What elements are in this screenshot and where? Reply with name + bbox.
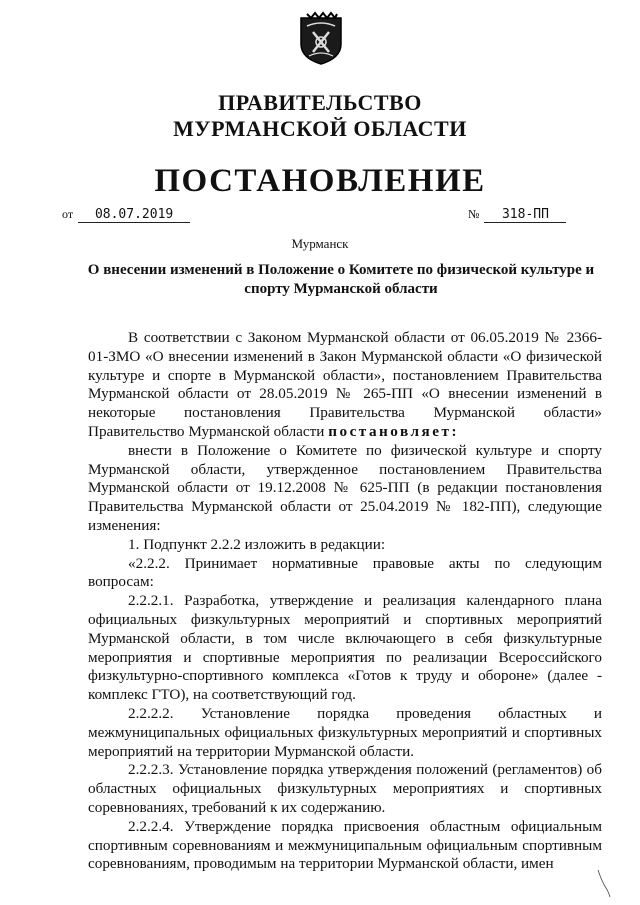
- paragraph: 2.2.2.1. Разработка, утверждение и реализация календарного плана официальных физкультурных мероприятий и спортивных мероприятий Мурманской области, в том числе включающего в себя физкультурные мероприятия и спортивные мероприятия по реализации Всероссийского физкультурно-спортивного комплекса «Готов к труду и обороне» (далее - комплекс ГТО), на соответствующий год.: [88, 592, 602, 704]
- intro-text: В соответствии с Законом Мурманской области от 06.05.2019 № 2366-01-ЗМО «О внесении изменений в Закон Мурманской области «О физической культуре и спорте в Мурманской области», постановлением Правительства Мурманской области от 28.05.2019 № 265-ПП «О внесении изменений в некоторые постановления Правительства Мурманской области» Правительство Мурманской области: [88, 329, 602, 440]
- number-prefix: №: [468, 207, 480, 221]
- paragraph: 2.2.2.3. Установление порядка утверждения положений (регламентов) об областных официальных физкультурных мероприятиях и спортивных соревнованиях, требований к их содержанию.: [88, 761, 602, 816]
- paragraph: 2.2.2.4. Утверждение порядка присвоения областным официальным спортивным соревнованиям и межмуниципальным официальным спортивным соревнованиям, проводимым на территории Мурманской области, имен: [88, 817, 602, 873]
- city: Мурманск: [291, 236, 349, 251]
- organization-name-line2: МУРМАНСКОЙ ОБЛАСТИ: [173, 116, 467, 141]
- paragraph: внести в Положение о Комитете по физической культуре и спорту Мурманской области, утвержденное постановлением Правительства Мурманской области от 19.12.2008 № 625-ПП (в редакции постановления Правительства Мурманской области от 25.04.2019 № 182-ПП), следующие изменения:: [88, 441, 602, 534]
- paragraph: «2.2.2. Принимает нормативные правовые акты по следующим вопросам:: [88, 554, 602, 591]
- intro-paragraph: [88, 329, 602, 442]
- date-value: 08.07.2019: [78, 207, 190, 223]
- date-field: [62, 207, 190, 223]
- pen-mark-icon: [596, 868, 612, 898]
- coat-of-arms-icon: [297, 10, 345, 66]
- document-type: ПОСТАНОВЛЕНИЕ: [154, 163, 486, 199]
- document-body: [88, 329, 602, 874]
- document-title: О внесении изменений в Положение о Комитете по физической культуре и спорту Мурманской области: [87, 262, 595, 297]
- decree-word: постановляет:: [328, 422, 460, 440]
- date-prefix: от: [62, 207, 74, 221]
- paragraph: 1. Подпункт 2.2.2 изложить в редакции:: [128, 535, 386, 553]
- number-value: 318-ПП: [484, 207, 566, 223]
- paragraph: 2.2.2.2. Установление порядка проведения областных и межмуниципальных официальных физкультурных мероприятий и спортивных мероприятий на территории Мурманской области.: [88, 704, 602, 760]
- number-field: [468, 207, 566, 223]
- organization-name-line1: ПРАВИТЕЛЬСТВО: [218, 90, 422, 115]
